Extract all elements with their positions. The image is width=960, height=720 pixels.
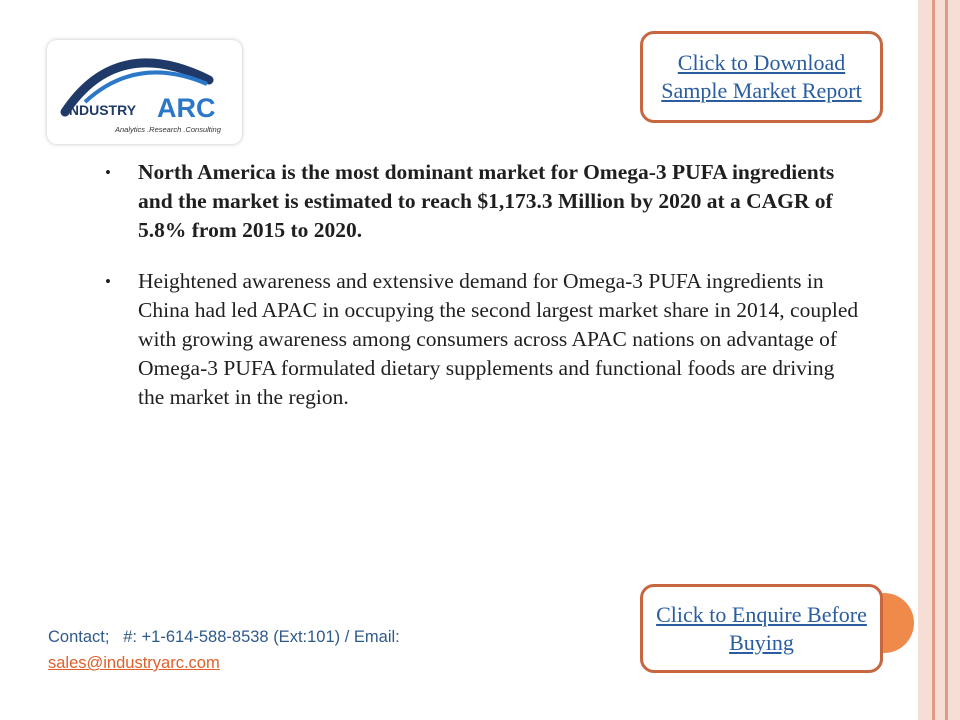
bullet-dot: • — [105, 272, 111, 291]
download-sample-box — [640, 31, 883, 123]
enquire-box — [640, 584, 883, 673]
decor-stripe — [918, 0, 932, 720]
company-logo — [47, 40, 242, 144]
bullet-item — [105, 267, 865, 412]
decor-stripe — [948, 0, 960, 720]
download-sample-link[interactable]: Click to Download Sample Market Report — [661, 50, 862, 103]
logo-brand-suffix: ARC — [157, 93, 216, 123]
contact-info — [48, 624, 608, 676]
contact-email-link[interactable]: sales@industryarc.com — [48, 654, 220, 672]
bullet-item — [105, 158, 865, 245]
enquire-link[interactable]: Click to Enquire Before Buying — [656, 601, 867, 655]
bullet-dot: • — [105, 163, 111, 182]
decor-stripe — [935, 0, 945, 720]
bullet-text: Heightened awareness and extensive demand for Omega-3 PUFA ingredients in China had led APAC in occupying the second largest market share in 2014, coupled with growing awareness among consumers across APAC nations on advantage of Omega-3 PUFA formulated dietary supplements and functional foods are driving the market in the region. — [138, 269, 859, 409]
logo-tagline: Analytics .Research .Consulting — [115, 125, 221, 134]
contact-label: Contact; #: +1-614-588-8538 (Ext:101) / Email: — [48, 628, 400, 646]
bullet-text: North America is the most dominant market for Omega-3 PUFA ingredients and the market is estimated to reach $1,173.3 Million by 2020 at a CAGR of 5.8% from 2015 to 2020. — [138, 160, 835, 242]
logo-brand-prefix: INDUSTRY — [65, 102, 137, 118]
bullet-list — [105, 158, 865, 434]
